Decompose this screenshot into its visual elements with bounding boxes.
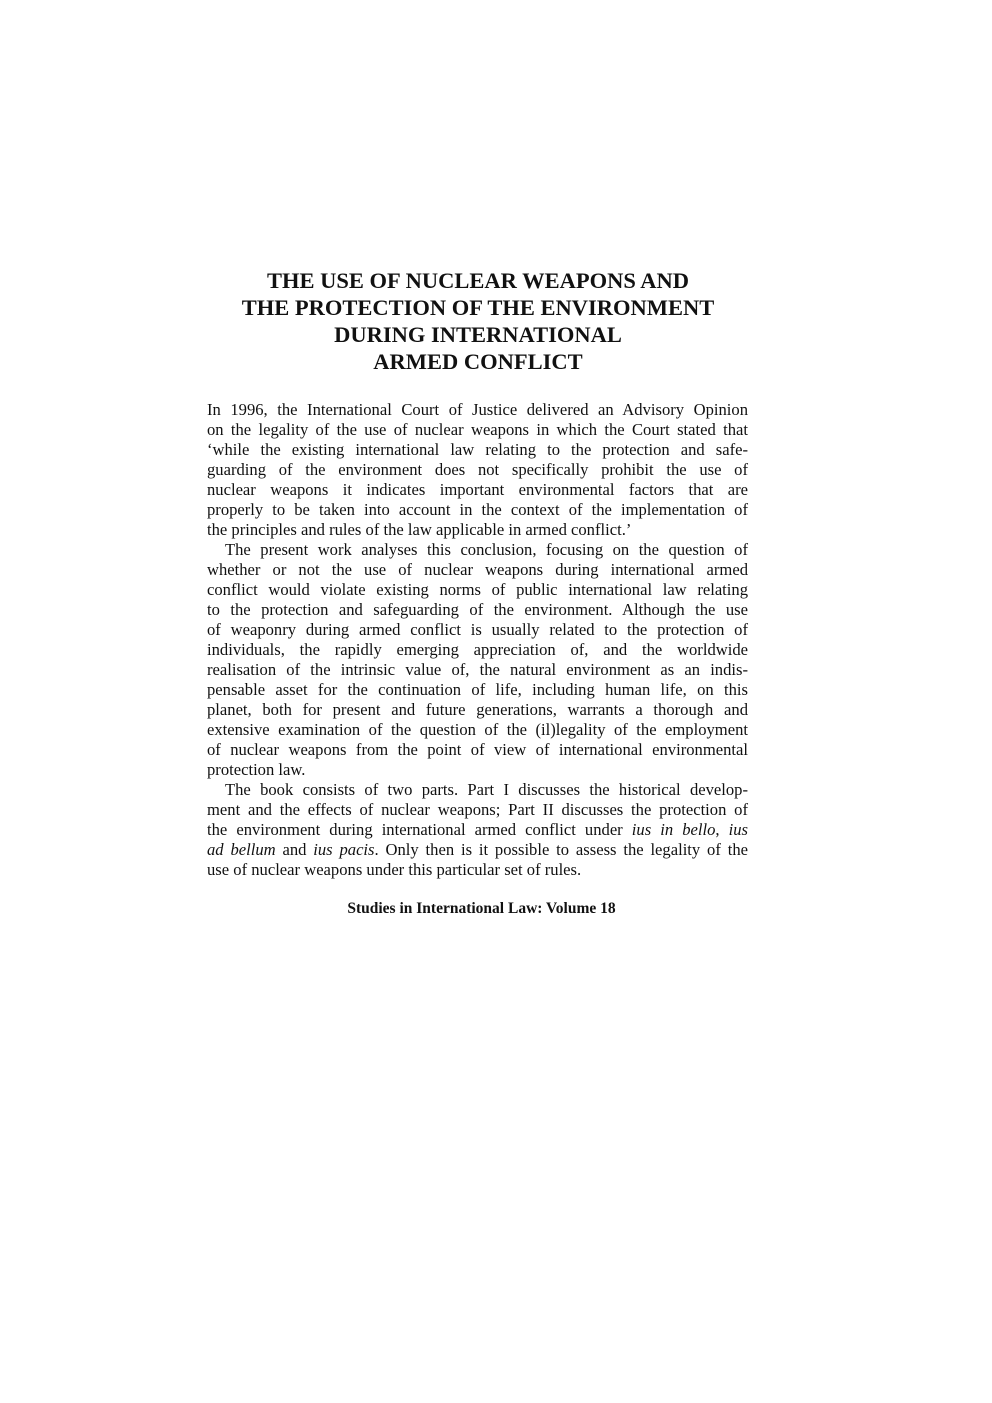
text-line: extensive examination of the question of the (il)legality of the employment <box>207 720 748 739</box>
paragraph-2 <box>207 540 748 780</box>
text-line: whether or not the use of nuclear weapons during international armed <box>207 560 748 579</box>
text-line: properly to be taken into account in the context of the implementation of <box>207 500 748 519</box>
text-line <box>207 840 748 860</box>
paragraph-1 <box>207 400 748 540</box>
paragraph-3 <box>207 780 748 880</box>
text-line: the principles and rules of the law applicable in armed conflict.’ <box>207 520 632 539</box>
text-line <box>207 820 748 840</box>
text-segment: the environment during international armed conflict under <box>207 820 632 839</box>
text-line: of weaponry during armed conflict is usually related to the protection of <box>207 620 748 639</box>
italic-term: ius <box>728 820 749 839</box>
text-line: use of nuclear weapons under this particular set of rules. <box>207 860 582 879</box>
book-title <box>180 267 776 375</box>
text-line: guarding of the environment does not specifically prohibit the use of <box>207 460 748 479</box>
title-line: ARMED CONFLICT <box>373 349 583 374</box>
title-line: THE PROTECTION OF THE ENVIRONMENT <box>241 295 715 320</box>
title-line: DURING INTERNATIONAL <box>334 322 622 347</box>
blurb-text <box>207 400 748 880</box>
italic-term: ius pacis <box>313 840 375 859</box>
text-segment: , <box>715 820 729 839</box>
text-line: nuclear weapons it indicates important environmental factors that are <box>207 480 748 499</box>
series-label: Studies in International Law: Volume 18 <box>347 900 616 917</box>
text-line: planet, both for present and future generations, warrants a thorough and <box>207 700 748 719</box>
text-segment: . Only then is it possible to assess the legality of the <box>374 840 748 859</box>
text-line: protection law. <box>207 760 306 779</box>
text-segment: and <box>275 840 314 859</box>
text-line: realisation of the intrinsic value of, the natural environment as an indis- <box>207 660 748 679</box>
text-line: of nuclear weapons from the point of view of international environmental <box>207 740 748 759</box>
text-line: The present work analyses this conclusion, focusing on the question of <box>225 540 748 559</box>
text-line: individuals, the rapidly emerging appreciation of, and the worldwide <box>207 640 748 659</box>
italic-term: ius in bello <box>631 820 716 839</box>
text-line: to the protection and safeguarding of the environment. Although the use <box>207 600 748 619</box>
text-line: In 1996, the International Court of Justice delivered an Advisory Opinion <box>207 400 748 419</box>
title-line: THE USE OF NUCLEAR WEAPONS AND <box>267 268 689 293</box>
italic-term: ad bellum <box>207 840 276 859</box>
text-line: ment and the effects of nuclear weapons; Part II discusses the protection of <box>207 800 748 819</box>
text-line: pensable asset for the continuation of life, including human life, on this <box>207 680 748 699</box>
text-line: conflict would violate existing norms of public international law relating <box>207 580 748 599</box>
text-line: The book consists of two parts. Part I discusses the historical develop- <box>225 780 748 799</box>
text-line: ‘while the existing international law relating to the protection and safe- <box>207 440 748 459</box>
text-line: on the legality of the use of nuclear weapons in which the Court stated that <box>207 420 748 439</box>
